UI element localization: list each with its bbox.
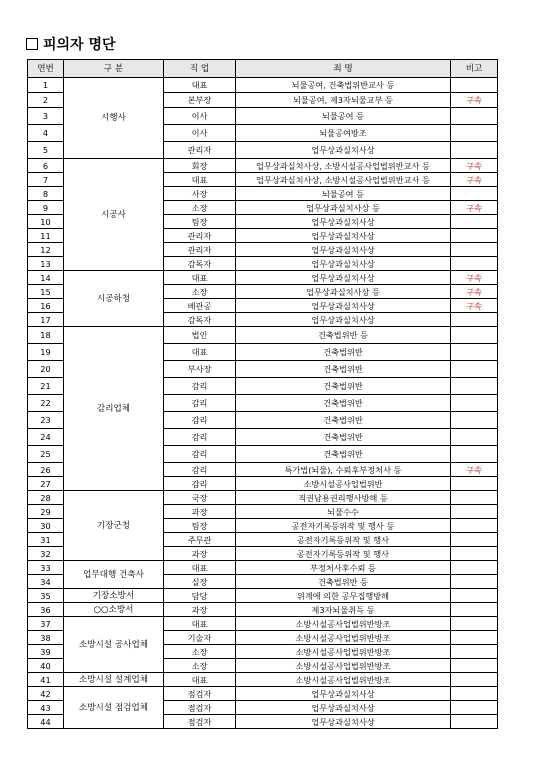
row-number: 15: [28, 285, 64, 299]
row-job: 소장: [164, 285, 236, 299]
row-category: ○○소방서: [64, 603, 164, 617]
row-number: 30: [28, 519, 64, 533]
row-charge: 업무상과실치사상: [236, 142, 451, 159]
table-row: [28, 491, 498, 505]
row-charge: 직권남용권리행사방해 등: [236, 491, 451, 505]
row-number: 21: [28, 378, 64, 395]
row-category: 시행사: [64, 78, 164, 159]
row-job: 대표: [164, 561, 236, 575]
row-category: 소방시설 설계업체: [64, 673, 164, 687]
row-job: 대표: [164, 344, 236, 361]
row-note: [451, 229, 498, 243]
row-number: 28: [28, 491, 64, 505]
row-job: 감리: [164, 477, 236, 491]
page-title-text: 피의자 명단: [43, 37, 116, 53]
row-charge: 소방시설공사업법위반방조: [236, 617, 451, 631]
row-note: [451, 617, 498, 631]
row-job: 감리: [164, 395, 236, 412]
row-job: 대표: [164, 673, 236, 687]
row-note: [451, 561, 498, 575]
row-note: [451, 378, 498, 395]
row-number: 37: [28, 617, 64, 631]
row-note: 구속: [451, 159, 498, 173]
table-row: [28, 561, 498, 575]
row-job: 과장: [164, 547, 236, 561]
row-number: 9: [28, 201, 64, 215]
row-number: 18: [28, 327, 64, 344]
row-job: 감리: [164, 429, 236, 446]
row-job: 실장: [164, 575, 236, 589]
row-job: 법인: [164, 327, 236, 344]
row-charge: 업무상과실치사상: [236, 243, 451, 257]
row-job: 담당: [164, 589, 236, 603]
row-number: 26: [28, 463, 64, 477]
row-charge: 업무상과실치사상, 소방시설공사업법위반교사 등: [236, 173, 451, 187]
row-note: [451, 108, 498, 125]
header-job: 직 업: [164, 60, 236, 78]
row-job: 과장: [164, 505, 236, 519]
row-number: 42: [28, 687, 64, 701]
row-number: 16: [28, 299, 64, 313]
row-note: [451, 243, 498, 257]
row-note: 구속: [451, 299, 498, 313]
table-row: [28, 327, 498, 344]
row-number: 20: [28, 361, 64, 378]
row-number: 39: [28, 645, 64, 659]
row-number: 33: [28, 561, 64, 575]
checkbox-square-icon: [26, 38, 38, 50]
row-job: 관리자: [164, 229, 236, 243]
row-number: 19: [28, 344, 64, 361]
row-charge: 업무상과실치사상: [236, 257, 451, 271]
row-job: 점검자: [164, 715, 236, 729]
row-job: 이사: [164, 125, 236, 142]
row-charge: 건축법위반: [236, 429, 451, 446]
row-number: 38: [28, 631, 64, 645]
row-number: 27: [28, 477, 64, 491]
header-note: 비고: [451, 60, 498, 78]
row-note: [451, 505, 498, 519]
row-number: 4: [28, 125, 64, 142]
row-note: [451, 575, 498, 589]
row-note: [451, 344, 498, 361]
row-note: [451, 631, 498, 645]
row-note: [451, 477, 498, 491]
row-charge: 뇌물공여 등: [236, 108, 451, 125]
row-number: 12: [28, 243, 64, 257]
row-note: 구속: [451, 285, 498, 299]
row-charge: 뇌물공여, 제3자뇌물교부 등: [236, 93, 451, 108]
row-category: 업무대행 건축사: [64, 561, 164, 589]
row-job: 감독자: [164, 257, 236, 271]
row-note: [451, 701, 498, 715]
row-number: 22: [28, 395, 64, 412]
row-charge: 건축법위반: [236, 344, 451, 361]
row-charge: 건축법위반: [236, 378, 451, 395]
row-job: 소장: [164, 659, 236, 673]
table-header-row: [28, 60, 498, 78]
row-number: 43: [28, 701, 64, 715]
row-note: [451, 659, 498, 673]
row-charge: 공전자기록등위작 및 행사: [236, 533, 451, 547]
row-charge: 업무상과실치사상 등: [236, 285, 451, 299]
row-number: 11: [28, 229, 64, 243]
row-note: [451, 533, 498, 547]
table-row: [28, 589, 498, 603]
row-charge: 건축법위반 등: [236, 575, 451, 589]
row-category: 시공사: [64, 159, 164, 271]
row-note: [451, 687, 498, 701]
row-job: 감리: [164, 446, 236, 463]
table-body: [28, 78, 498, 729]
row-note: 구속: [451, 271, 498, 285]
row-note: [451, 395, 498, 412]
header-no: 연번: [28, 60, 64, 78]
row-charge: 업무상과실치사상, 소방시설공사업법위반교사 등: [236, 159, 451, 173]
row-note: 구속: [451, 93, 498, 108]
row-charge: 공전자기록등위작 및 행사: [236, 547, 451, 561]
row-category: 소방시설 공사업체: [64, 617, 164, 673]
row-note: [451, 142, 498, 159]
table-row: [28, 159, 498, 173]
row-category: 기장소방서: [64, 589, 164, 603]
row-charge: 건축법위반 등: [236, 327, 451, 344]
header-charge: 죄 명: [236, 60, 451, 78]
row-charge: 소방시설공사업법위반방조: [236, 631, 451, 645]
row-job: 소장: [164, 645, 236, 659]
row-number: 5: [28, 142, 64, 159]
row-job: 기술자: [164, 631, 236, 645]
row-note: [451, 547, 498, 561]
row-charge: 건축법위반: [236, 412, 451, 429]
row-charge: 제3자뇌물취득 등: [236, 603, 451, 617]
row-charge: 소방시설공사업법위반방조: [236, 659, 451, 673]
row-job: 배관공: [164, 299, 236, 313]
header-category: 구 분: [64, 60, 164, 78]
row-job: 주무관: [164, 533, 236, 547]
row-job: 국장: [164, 491, 236, 505]
row-job: 감리: [164, 378, 236, 395]
row-job: 팀장: [164, 519, 236, 533]
row-category: 기장군청: [64, 491, 164, 561]
row-job: 과장: [164, 603, 236, 617]
row-number: 44: [28, 715, 64, 729]
row-note: 구속: [451, 201, 498, 215]
row-note: [451, 715, 498, 729]
row-job: 회장: [164, 159, 236, 173]
row-job: 대표: [164, 173, 236, 187]
row-number: 36: [28, 603, 64, 617]
row-number: 14: [28, 271, 64, 285]
row-note: 구속: [451, 173, 498, 187]
row-charge: 부정처사후수뢰 등: [236, 561, 451, 575]
row-note: [451, 673, 498, 687]
row-note: [451, 125, 498, 142]
row-number: 7: [28, 173, 64, 187]
row-job: 점검자: [164, 687, 236, 701]
row-note: [451, 519, 498, 533]
row-note: [451, 327, 498, 344]
row-job: 대표: [164, 78, 236, 93]
row-charge: 뇌물공여 등: [236, 187, 451, 201]
row-job: 본부장: [164, 93, 236, 108]
row-note: [451, 491, 498, 505]
row-number: 40: [28, 659, 64, 673]
table-row: [28, 617, 498, 631]
row-number: 32: [28, 547, 64, 561]
row-number: 6: [28, 159, 64, 173]
row-charge: 특가법(뇌물), 수뢰후부정처사 등: [236, 463, 451, 477]
row-job: 감리: [164, 412, 236, 429]
row-number: 31: [28, 533, 64, 547]
row-charge: 업무상과실치사상: [236, 271, 451, 285]
row-category: 감리업체: [64, 327, 164, 491]
row-note: [451, 215, 498, 229]
row-number: 2: [28, 93, 64, 108]
row-charge: 소방시설공사업법위반: [236, 477, 451, 491]
row-job: 소장: [164, 201, 236, 215]
page-title: [26, 34, 116, 54]
row-charge: 업무상과실치사상 등: [236, 201, 451, 215]
row-number: 3: [28, 108, 64, 125]
row-number: 35: [28, 589, 64, 603]
row-job: 대표: [164, 271, 236, 285]
row-number: 24: [28, 429, 64, 446]
row-number: 23: [28, 412, 64, 429]
row-note: [451, 589, 498, 603]
row-category: 시공하청: [64, 271, 164, 327]
row-charge: 건축법위반: [236, 446, 451, 463]
row-job: 이사: [164, 108, 236, 125]
row-job: 대표: [164, 617, 236, 631]
row-charge: 업무상과실치사상: [236, 229, 451, 243]
row-note: [451, 429, 498, 446]
row-charge: 업무상과실치사상: [236, 313, 451, 327]
row-job: 팀장: [164, 215, 236, 229]
table-row: [28, 687, 498, 701]
row-note: [451, 645, 498, 659]
row-note: [451, 446, 498, 463]
row-job: 관리자: [164, 142, 236, 159]
suspect-table: [27, 59, 498, 729]
row-number: 34: [28, 575, 64, 589]
table-row: [28, 271, 498, 285]
row-number: 13: [28, 257, 64, 271]
row-job: 감리: [164, 463, 236, 477]
row-number: 17: [28, 313, 64, 327]
row-charge: 소방시설공사업법위반방조: [236, 645, 451, 659]
table-row: [28, 673, 498, 687]
row-note: [451, 412, 498, 429]
row-charge: 업무상과실치사상: [236, 687, 451, 701]
row-note: [451, 187, 498, 201]
row-charge: 업무상과실치사상: [236, 299, 451, 313]
row-charge: 위계에 의한 공무집행방해: [236, 589, 451, 603]
row-note: [451, 313, 498, 327]
row-charge: 건축법위반: [236, 395, 451, 412]
row-charge: 건축법위반: [236, 361, 451, 378]
row-charge: 업무상과실치사상: [236, 701, 451, 715]
row-charge: 뇌물공여방조: [236, 125, 451, 142]
row-note: [451, 78, 498, 93]
row-charge: 업무상과실치사상: [236, 715, 451, 729]
row-number: 1: [28, 78, 64, 93]
row-category: 소방시설 점검업체: [64, 687, 164, 729]
row-note: 구속: [451, 463, 498, 477]
row-job: 감독자: [164, 313, 236, 327]
row-job: 관리자: [164, 243, 236, 257]
row-number: 25: [28, 446, 64, 463]
row-charge: 뇌물수수: [236, 505, 451, 519]
table-row: [28, 603, 498, 617]
row-charge: 뇌물공여, 건축법위반교사 등: [236, 78, 451, 93]
row-job: 부사장: [164, 361, 236, 378]
row-charge: 소방시설공사업법위반방조: [236, 673, 451, 687]
row-note: [451, 361, 498, 378]
table-row: [28, 78, 498, 93]
row-number: 8: [28, 187, 64, 201]
row-note: [451, 603, 498, 617]
row-charge: 업무상과실치사상: [236, 215, 451, 229]
row-note: [451, 257, 498, 271]
row-job: 사장: [164, 187, 236, 201]
row-number: 29: [28, 505, 64, 519]
row-job: 점검자: [164, 701, 236, 715]
row-number: 41: [28, 673, 64, 687]
row-number: 10: [28, 215, 64, 229]
row-charge: 공전자기록등위작 및 행사 등: [236, 519, 451, 533]
